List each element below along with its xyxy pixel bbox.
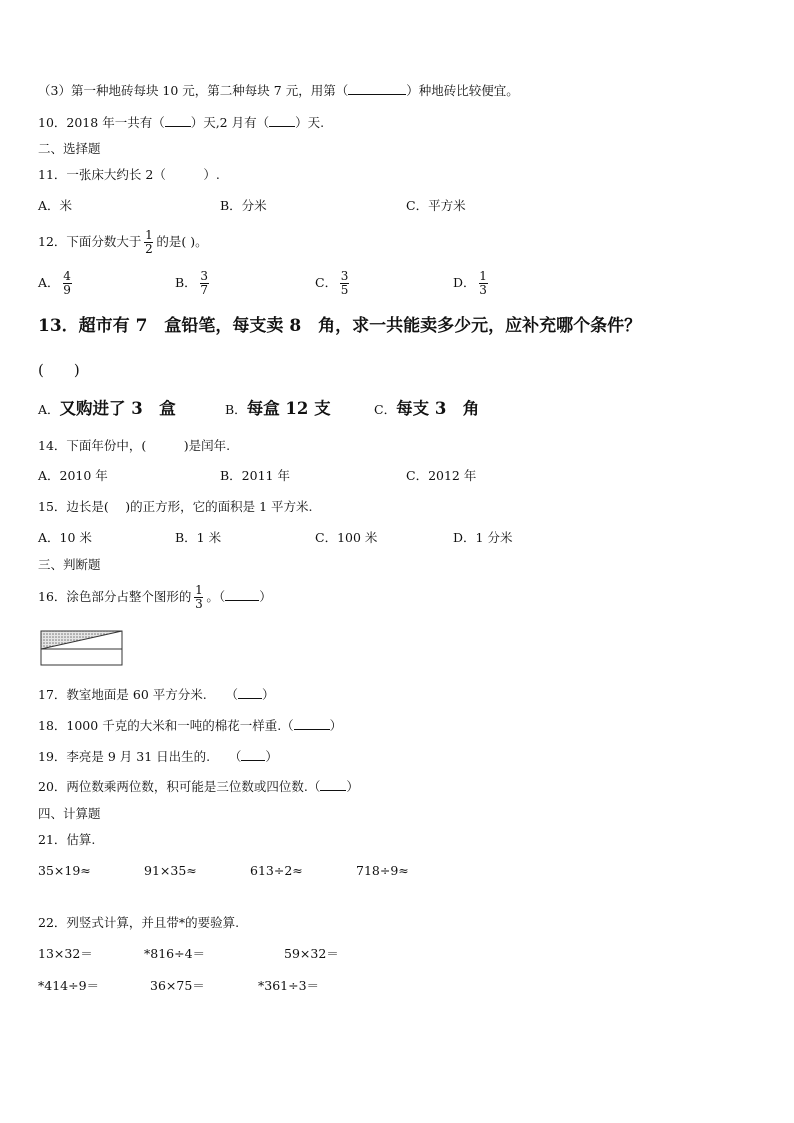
question-22-stem: 22．列竖式计算，并且带*的要验算. xyxy=(38,915,240,930)
q12-option-a[interactable]: A． $\frac{4}{9}$ xyxy=(38,269,71,297)
q15-option-b[interactable]: B．1 米 xyxy=(175,530,222,545)
fraction: $\frac{1}{2}$ xyxy=(145,228,153,256)
question-21-stem: 21．估算. xyxy=(38,832,96,847)
q13-option-c[interactable]: C．每支 3 角 xyxy=(374,399,480,418)
q11-option-b[interactable]: B．分米 xyxy=(220,198,267,213)
q14-option-a[interactable]: A．2010 年 xyxy=(38,468,108,483)
q11-option-c[interactable]: C．平方米 xyxy=(406,198,466,213)
question-19: 19．李亮是 9 月 31 日出生的. （ ） xyxy=(38,749,278,764)
calc-item: 13×32＝ xyxy=(38,946,93,961)
q14-option-c[interactable]: C．2012 年 xyxy=(406,468,477,483)
q13-option-b[interactable]: B．每盒 12 支 xyxy=(225,399,331,418)
shaded-rectangle-figure xyxy=(40,630,124,667)
section-heading-calc: 四、计算题 xyxy=(38,806,101,821)
q11-option-a[interactable]: A．米 xyxy=(38,198,73,213)
section-heading-judge: 三、判断题 xyxy=(38,557,101,572)
q12-option-b[interactable]: B． $\frac{3}{7}$ xyxy=(175,269,208,297)
question-10: 10．2018 年一共有（ ）天,2 月有（ ）天. xyxy=(38,115,325,130)
q12-option-c[interactable]: C． $\frac{3}{5}$ xyxy=(315,269,349,297)
calc-item: *816÷4＝ xyxy=(144,946,206,961)
question-13-stem: 13．超市有 7 盒铅笔，每支卖 8 角，求一共能卖多少元，应补充哪个条件？ xyxy=(38,316,642,336)
question-14-stem: 14．下面年份中，( )是闰年. xyxy=(38,438,231,453)
q15-option-a[interactable]: A．10 米 xyxy=(38,530,92,545)
calc-item: *414÷9＝ xyxy=(38,978,100,993)
q14-option-b[interactable]: B．2011 年 xyxy=(220,468,290,483)
question-18: 18．1000 千克的大米和一吨的棉花一样重.（ ） xyxy=(38,718,343,733)
q15-option-c[interactable]: C．100 米 xyxy=(315,530,378,545)
estimate-item: 613÷2≈ xyxy=(250,863,303,878)
section-heading-choice: 二、选择题 xyxy=(38,141,101,156)
answer-blank[interactable] xyxy=(165,115,191,127)
calc-item: *361÷3＝ xyxy=(258,978,320,993)
q12-option-d[interactable]: D． $\frac{1}{3}$ xyxy=(453,269,487,297)
q13-option-a[interactable]: A．又购进了 3 盒 xyxy=(38,399,176,418)
calc-item: 36×75＝ xyxy=(150,978,205,993)
answer-blank[interactable] xyxy=(348,83,406,95)
question-13-answer-paren[interactable]: ( ) xyxy=(38,361,80,379)
answer-blank[interactable] xyxy=(238,687,262,699)
question-16-stem: 16．涂色部分占整个图形的 $\frac{1}{3}$ 。（ ） xyxy=(38,583,272,611)
answer-blank[interactable] xyxy=(320,779,346,791)
fraction: $\frac{1}{3}$ xyxy=(195,583,203,611)
answer-blank[interactable] xyxy=(269,115,295,127)
calc-item: 59×32＝ xyxy=(284,946,339,961)
question-15-stem: 15．边长是( )的正方形，它的面积是 1 平方米. xyxy=(38,499,313,514)
q15-option-d[interactable]: D．1 分米 xyxy=(453,530,513,545)
question-11-stem: 11．一张床大约长 2（ ）. xyxy=(38,167,220,182)
question-17: 17．教室地面是 60 平方分米. （ ） xyxy=(38,687,275,702)
answer-blank[interactable] xyxy=(241,749,265,761)
estimate-item: 718÷9≈ xyxy=(356,863,409,878)
question-3-line: （3）第一种地砖每块 10 元，第二种每块 7 元，用第（ ）种地砖比较便宜。 xyxy=(38,83,519,98)
estimate-item: 91×35≈ xyxy=(144,863,197,878)
answer-blank[interactable] xyxy=(225,589,259,601)
question-12-stem: 12．下面分数大于 $\frac{1}{2}$ 的是( )。 xyxy=(38,228,208,256)
question-20: 20．两位数乘两位数，积可能是三位数或四位数.（ ） xyxy=(38,779,359,794)
question-3-text: （3）第一种地砖每块 10 元，第二种每块 7 元，用第（ xyxy=(38,83,349,98)
answer-blank[interactable] xyxy=(294,718,330,730)
estimate-item: 35×19≈ xyxy=(38,863,91,878)
